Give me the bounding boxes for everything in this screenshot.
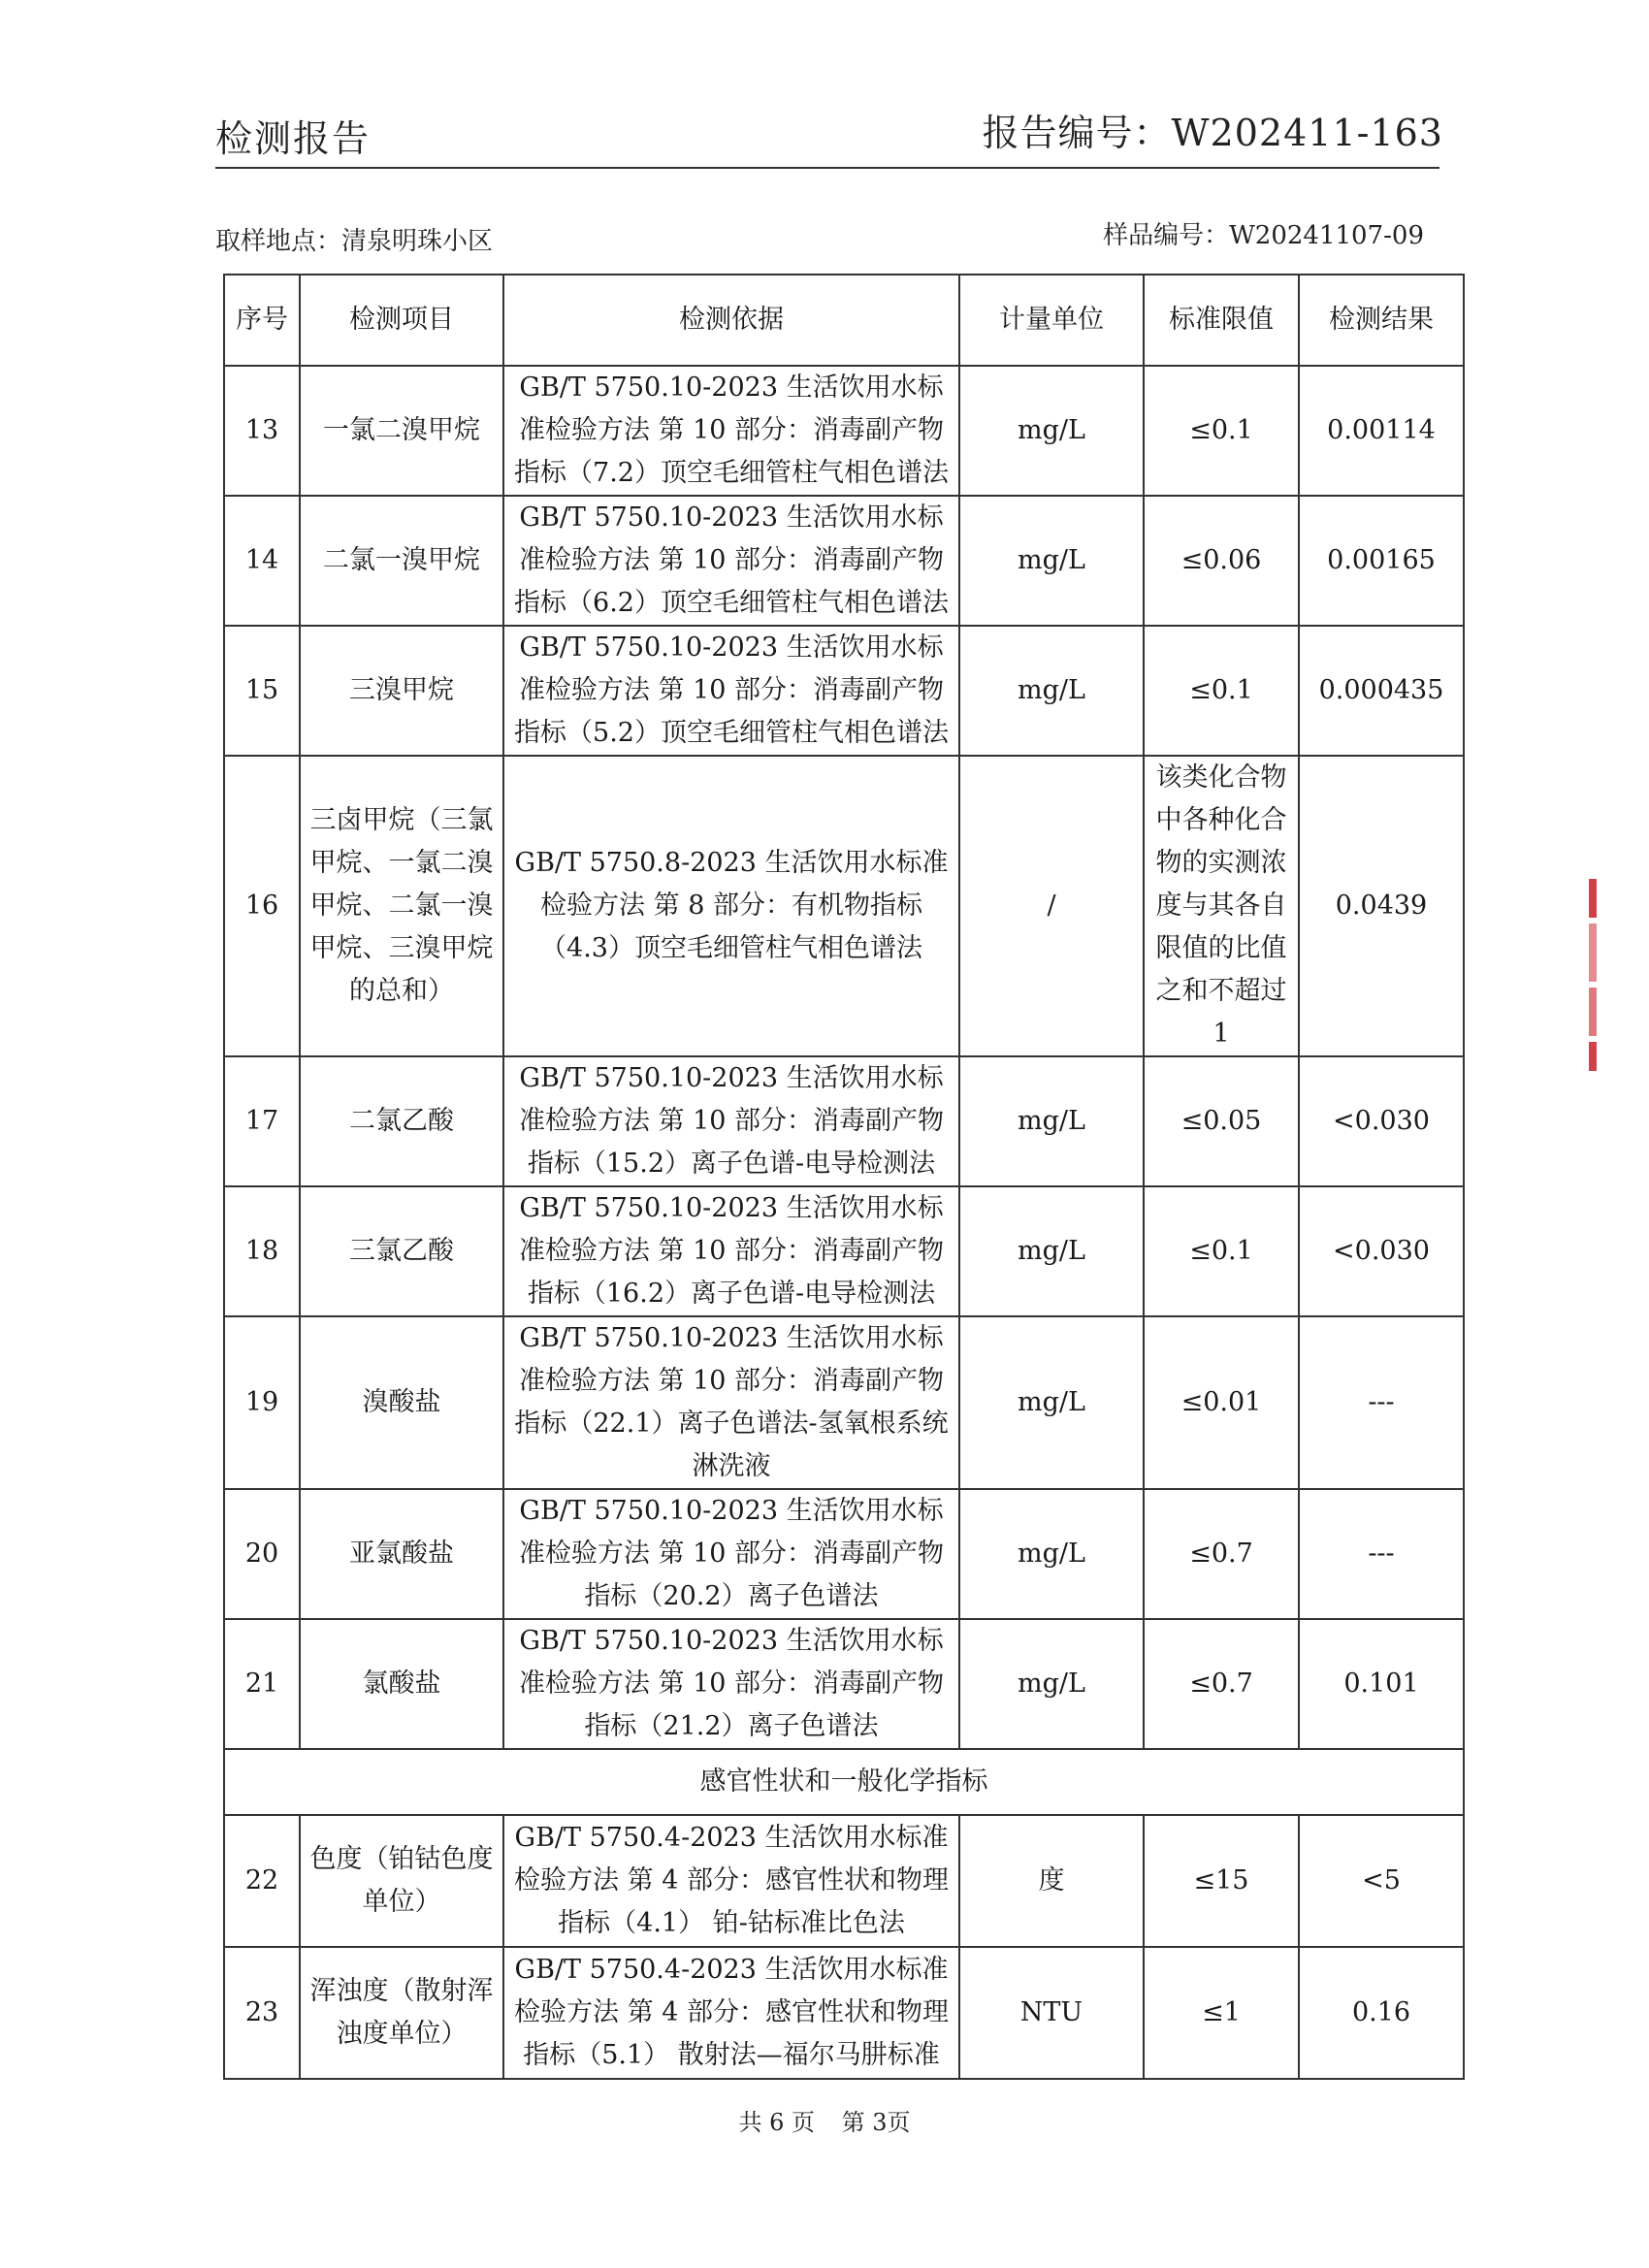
row-basis: GB/T 5750.10-2023 生活饮用水标准检验方法 第 10 部分：消毒副产物指标（16.2）离子色谱-电导检测法 (503, 1186, 959, 1316)
row-item: 一氯二溴甲烷 (300, 366, 503, 496)
row-no: 23 (224, 1947, 300, 2079)
row-no: 17 (224, 1056, 300, 1186)
row-unit: mg/L (959, 1316, 1144, 1489)
row-item: 浑浊度（散射浑浊度单位） (300, 1947, 503, 2079)
sampling-location: 取样地点：清泉明珠小区 (215, 227, 494, 256)
row-result: 0.000435 (1299, 626, 1464, 756)
row-unit: mg/L (959, 626, 1144, 756)
row-item: 溴酸盐 (300, 1316, 503, 1489)
col-header-item: 检测项目 (300, 275, 503, 366)
test-results-table (223, 274, 1465, 2080)
row-no: 16 (224, 756, 300, 1056)
row-result: 0.16 (1299, 1947, 1464, 2079)
row-result: <0.030 (1299, 1056, 1464, 1186)
sample-number: 样品编号：W20241107-09 (1103, 221, 1424, 250)
table-row (224, 1815, 1464, 1947)
row-basis: GB/T 5750.4-2023 生活饮用水标准检验方法 第 4 部分：感官性状和物理指标（4.1） 铂-钴标准比色法 (503, 1815, 959, 1947)
row-no: 14 (224, 496, 300, 626)
row-basis: GB/T 5750.10-2023 生活饮用水标准检验方法 第 10 部分：消毒副产物指标（15.2）离子色谱-电导检测法 (503, 1056, 959, 1186)
col-header-basis: 检测依据 (503, 275, 959, 366)
header-divider (215, 167, 1439, 169)
row-unit: / (959, 756, 1144, 1056)
row-result: 0.00165 (1299, 496, 1464, 626)
row-no: 19 (224, 1316, 300, 1489)
row-result: 0.00114 (1299, 366, 1464, 496)
table-row (224, 496, 1464, 626)
row-limit: ≤0.01 (1144, 1316, 1299, 1489)
col-header-unit: 计量单位 (959, 275, 1144, 366)
row-basis: GB/T 5750.10-2023 生活饮用水标准检验方法 第 10 部分：消毒副产物指标（20.2）离子色谱法 (503, 1489, 959, 1619)
page-total: 共 6 页 (738, 2109, 815, 2136)
row-result: <5 (1299, 1815, 1464, 1947)
row-basis: GB/T 5750.10-2023 生活饮用水标准检验方法 第 10 部分：消毒副产物指标（22.1）离子色谱法-氢氧根系统淋洗液 (503, 1316, 959, 1489)
row-item: 氯酸盐 (300, 1619, 503, 1749)
row-basis: GB/T 5750.10-2023 生活饮用水标准检验方法 第 10 部分：消毒副产物指标（6.2）顶空毛细管柱气相色谱法 (503, 496, 959, 626)
row-item: 色度（铂钴色度单位） (300, 1815, 503, 1947)
row-limit: ≤0.05 (1144, 1056, 1299, 1186)
row-result: --- (1299, 1489, 1464, 1619)
row-no: 20 (224, 1489, 300, 1619)
row-no: 13 (224, 366, 300, 496)
row-limit: 该类化合物中各种化合物的实测浓度与其各自限值的比值之和不超过1 (1144, 756, 1299, 1056)
table-row (224, 1186, 1464, 1316)
row-limit: ≤0.06 (1144, 496, 1299, 626)
table-row (224, 1056, 1464, 1186)
table-row (224, 1619, 1464, 1749)
row-result: 0.0439 (1299, 756, 1464, 1056)
table-row (224, 1316, 1464, 1489)
table-row (224, 626, 1464, 756)
table-row (224, 756, 1464, 1056)
row-limit: ≤0.7 (1144, 1619, 1299, 1749)
row-limit: ≤0.1 (1144, 366, 1299, 496)
row-unit: mg/L (959, 496, 1144, 626)
row-unit: mg/L (959, 1056, 1144, 1186)
row-no: 18 (224, 1186, 300, 1316)
row-limit: ≤1 (1144, 1947, 1299, 2079)
table-row (224, 366, 1464, 496)
report-title: 检测报告 (215, 117, 372, 160)
row-item: 三卤甲烷（三氯甲烷、一氯二溴甲烷、二氯一溴甲烷、三溴甲烷的总和） (300, 756, 503, 1056)
row-limit: ≤15 (1144, 1815, 1299, 1947)
row-limit: ≤0.7 (1144, 1489, 1299, 1619)
row-item: 二氯乙酸 (300, 1056, 503, 1186)
row-basis: GB/T 5750.10-2023 生活饮用水标准检验方法 第 10 部分：消毒副产物指标（5.2）顶空毛细管柱气相色谱法 (503, 626, 959, 756)
row-unit: NTU (959, 1947, 1144, 2079)
row-result: 0.101 (1299, 1619, 1464, 1749)
row-unit: mg/L (959, 1186, 1144, 1316)
table-header-row (224, 275, 1464, 366)
page-current: 第 3页 (841, 2109, 911, 2136)
report-number: 报告编号：W202411-163 (982, 112, 1443, 154)
row-unit: mg/L (959, 366, 1144, 496)
section-label: 感官性状和一般化学指标 (224, 1749, 1464, 1815)
row-basis: GB/T 5750.10-2023 生活饮用水标准检验方法 第 10 部分：消毒副产物指标（21.2）离子色谱法 (503, 1619, 959, 1749)
row-no: 15 (224, 626, 300, 756)
row-basis: GB/T 5750.8-2023 生活饮用水标准检验方法 第 8 部分：有机物指标（4.3）顶空毛细管柱气相色谱法 (503, 756, 959, 1056)
row-item: 二氯一溴甲烷 (300, 496, 503, 626)
row-unit: mg/L (959, 1489, 1144, 1619)
row-result: <0.030 (1299, 1186, 1464, 1316)
row-unit: mg/L (959, 1619, 1144, 1749)
row-limit: ≤0.1 (1144, 626, 1299, 756)
col-header-limit: 标准限值 (1144, 275, 1299, 366)
row-limit: ≤0.1 (1144, 1186, 1299, 1316)
row-basis: GB/T 5750.4-2023 生活饮用水标准检验方法 第 4 部分：感官性状和物理指标（5.1） 散射法—福尔马肼标准 (503, 1947, 959, 2079)
row-no: 21 (224, 1619, 300, 1749)
row-item: 三溴甲烷 (300, 626, 503, 756)
row-item: 亚氯酸盐 (300, 1489, 503, 1619)
col-header-result: 检测结果 (1299, 275, 1464, 366)
col-header-no: 序号 (224, 275, 300, 366)
table-row (224, 1947, 1464, 2079)
table-row (224, 1489, 1464, 1619)
row-result: --- (1299, 1316, 1464, 1489)
section-row (224, 1749, 1464, 1815)
page-footer (0, 2103, 1649, 2137)
row-item: 三氯乙酸 (300, 1186, 503, 1316)
seal-stamp-mark (1573, 873, 1612, 1183)
row-basis: GB/T 5750.10-2023 生活饮用水标准检验方法 第 10 部分：消毒副产物指标（7.2）顶空毛细管柱气相色谱法 (503, 366, 959, 496)
row-no: 22 (224, 1815, 300, 1947)
row-unit: 度 (959, 1815, 1144, 1947)
